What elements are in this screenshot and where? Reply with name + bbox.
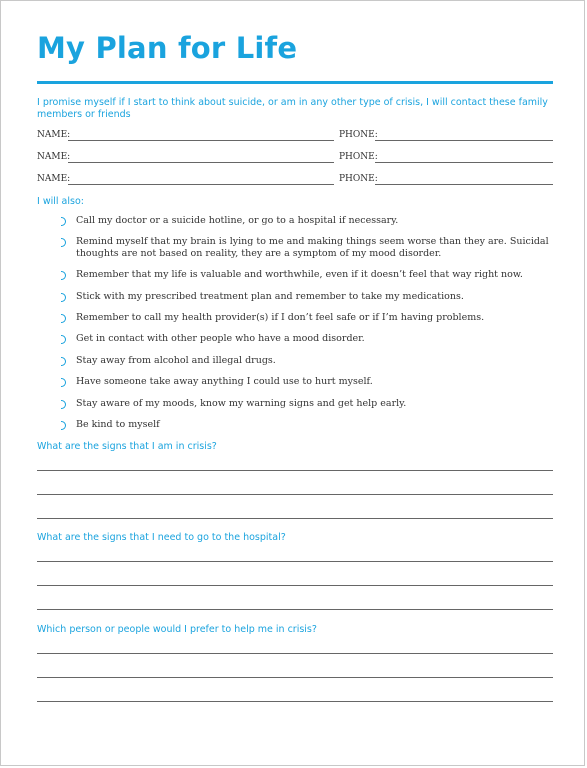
also-heading: I will also: (37, 196, 84, 207)
list-item (61, 215, 553, 227)
contact-row (37, 152, 553, 166)
answer-line[interactable] (37, 561, 553, 562)
bullet-icon (61, 378, 66, 387)
answer-line[interactable] (37, 653, 553, 654)
bullet-icon (61, 271, 66, 280)
phone-label: PHONE: (339, 130, 378, 140)
answer-line[interactable] (37, 518, 553, 519)
list-item (61, 291, 553, 303)
name-field[interactable] (68, 184, 334, 185)
list-item (61, 333, 553, 345)
name-label: NAME: (37, 152, 71, 162)
answer-line[interactable] (37, 470, 553, 471)
list-item-text: Call my doctor or a suicide hotline, or go to a hospital if necessary. (76, 215, 399, 226)
list-item-text: Have someone take away anything I could use to hurt myself. (76, 376, 373, 387)
contact-row (37, 174, 553, 188)
list-item (61, 398, 553, 410)
bullet-icon (61, 217, 66, 226)
name-field[interactable] (68, 162, 334, 163)
answer-line[interactable] (37, 494, 553, 495)
list-item-text: Remind myself that my brain is lying to me and making things seem worse than they are. Suicidal thoughts are not based on reality, they are a symptom of my mood disorder. (76, 236, 549, 259)
list-item-text: Remember that my life is valuable and worthwhile, even if it doesn’t feel that way right now. (76, 269, 523, 280)
name-field[interactable] (68, 140, 334, 141)
phone-label: PHONE: (339, 152, 378, 162)
list-item-text: Stay away from alcohol and illegal drugs. (76, 355, 276, 366)
phone-field[interactable] (375, 140, 553, 141)
list-item-text: Remember to call my health provider(s) if I don’t feel safe or if I’m having problems. (76, 312, 485, 323)
list-item (61, 419, 553, 431)
answer-line[interactable] (37, 701, 553, 702)
list-item-text: Stick with my prescribed treatment plan and remember to take my medications. (76, 291, 464, 302)
list-item (61, 312, 553, 324)
answer-line[interactable] (37, 677, 553, 678)
list-item (61, 376, 553, 388)
bullet-icon (61, 314, 66, 323)
phone-field[interactable] (375, 184, 553, 185)
answer-line[interactable] (37, 585, 553, 586)
question-hospital-signs: What are the signs that I need to go to the hospital? (37, 532, 286, 543)
list-item (61, 236, 553, 260)
bullet-icon (61, 357, 66, 366)
bullet-icon (61, 293, 66, 302)
list-item-text: Be kind to myself (76, 419, 160, 430)
name-label: NAME: (37, 174, 71, 184)
bullet-icon (61, 335, 66, 344)
bullet-icon (61, 421, 66, 430)
list-item (61, 355, 553, 367)
question-crisis-signs: What are the signs that I am in crisis? (37, 441, 217, 452)
page-title: My Plan for Life (37, 31, 298, 65)
name-label: NAME: (37, 130, 71, 140)
list-item (61, 269, 553, 281)
contact-row (37, 130, 553, 144)
phone-field[interactable] (375, 162, 553, 163)
list-item-text: Get in contact with other people who have a mood disorder. (76, 333, 365, 344)
bullet-icon (61, 238, 66, 247)
bullet-icon (61, 400, 66, 409)
title-divider (37, 81, 553, 84)
list-item-text: Stay aware of my moods, know my warning signs and get help early. (76, 398, 407, 409)
question-preferred-helpers: Which person or people would I prefer to help me in crisis? (37, 624, 317, 635)
phone-label: PHONE: (339, 174, 378, 184)
answer-line[interactable] (37, 609, 553, 610)
intro-text: I promise myself if I start to think about suicide, or am in any other type of crisis, I will contact these family members or friends (37, 97, 548, 120)
